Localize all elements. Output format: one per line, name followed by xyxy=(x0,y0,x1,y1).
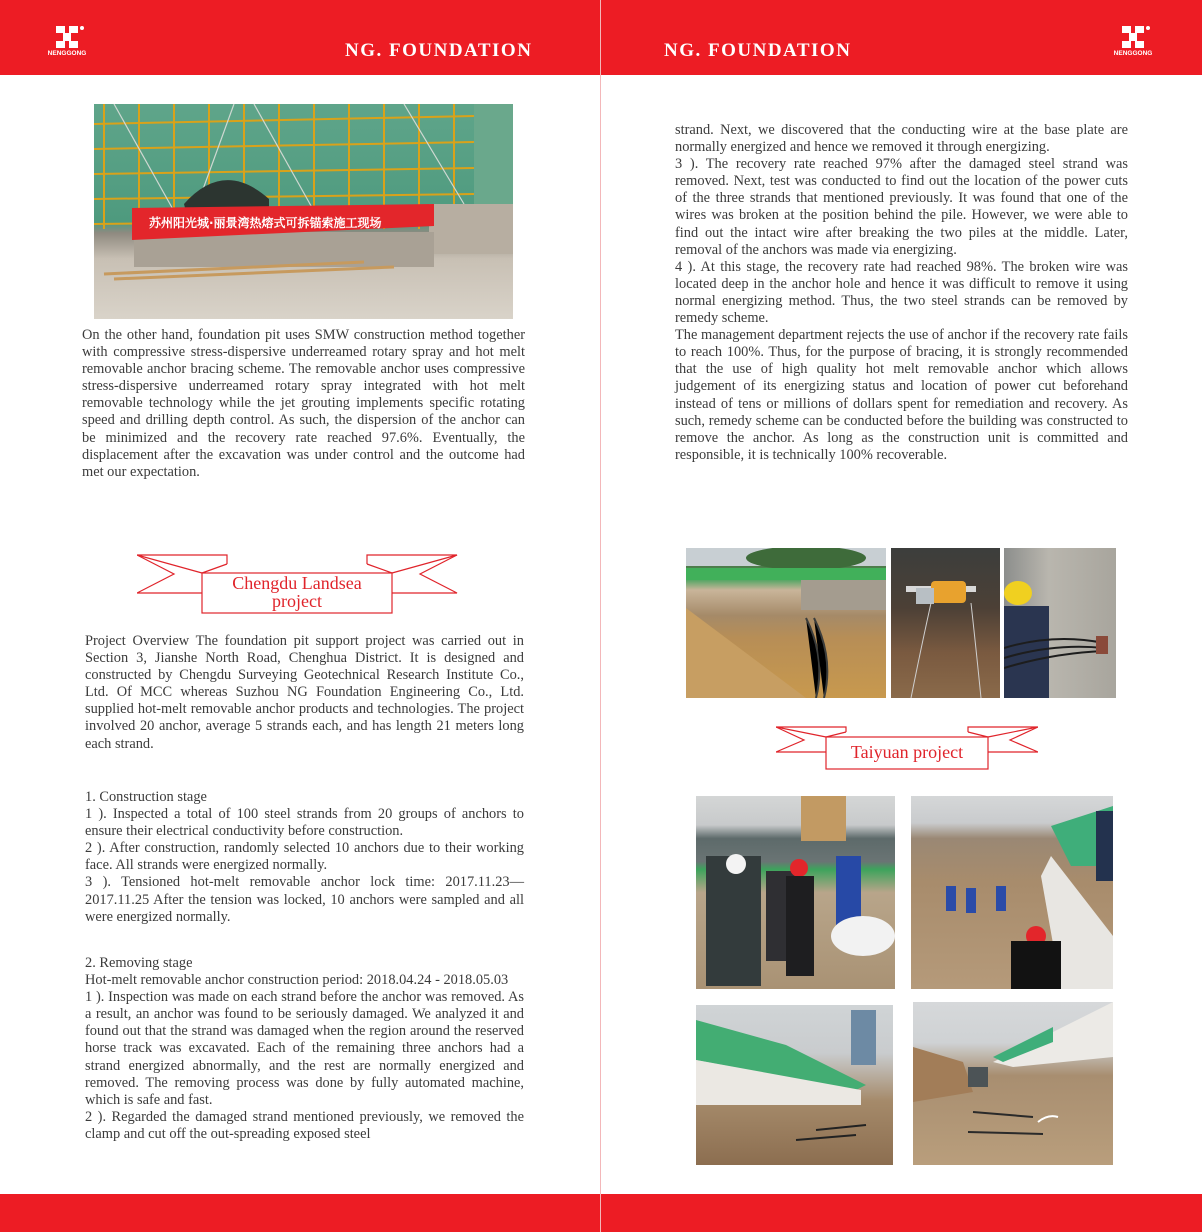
page-spine-divider xyxy=(600,0,601,1232)
conclusion-text: The management department rejects the use of anchor if the recovery rate fails to reach 100%. Thus, for the purpose of bracing, it is strongly recommended that the use of high quality hot melt removable anchor which allows judgement of its energizing status and location of power cut beforehand instead of tens or millions of dollars spent for remediation and recovery. As such, remedy scheme can be conducted before the building was constructed to remove the anchor. As long as the construction unit is committed and responsible, it is technically 100% recoverable. xyxy=(675,327,1128,463)
logo-wordmark: NENGGONG xyxy=(47,50,87,57)
taiyuan-photo-slope xyxy=(696,1005,893,1165)
ribbon-title-line2: project xyxy=(272,591,322,611)
construction-item: 3 ). Tensioned hot-melt removable anchor lock time: 2017.11.23—2017.11.25 After the tension was locked, 10 anchors were sampled and all were energized normally. xyxy=(85,874,524,925)
site-photo-scaffolding xyxy=(94,104,513,319)
continued-text: strand. Next, we discovered that the conducting wire at the base plate are normally energized and hence we removed it through energizing. xyxy=(675,122,1128,156)
taiyuan-photo-workers-pipe xyxy=(696,796,895,989)
logo-wordmark: NENGGONG xyxy=(1113,50,1153,57)
header-title-left: NG. FOUNDATION xyxy=(345,40,533,61)
chengdu-photo-pit xyxy=(686,548,886,698)
construction-stage-heading: 1. Construction stage xyxy=(85,789,207,805)
taiyuan-photo-strands xyxy=(913,1002,1113,1165)
removing-item: 2 ). Regarded the damaged strand mentioned previously, we removed the clamp and cut off the out-spreading exposed steel xyxy=(85,1108,524,1142)
logo-mark-icon xyxy=(1122,26,1144,48)
nenggong-logo-right xyxy=(1109,26,1157,62)
header-title-right: NG. FOUNDATION xyxy=(664,40,852,61)
project-overview: Project Overview The foundation pit support project was carried out in Section 3, Jianshe North Road, Chenghua District. It is designed and constructed by Chengdu Surveying Geotechnical Research Institute Co., Ltd. Of MCC whereas Suzhou NG Foundation Engineering Co., Ltd. supplied hot-melt removable anchor products and technologies. The project involved 20 anchor, average 5 strands each, and has length 21 meters long each strand. xyxy=(85,633,524,752)
construction-stage xyxy=(85,789,524,926)
construction-item: 2 ). After construction, randomly selected 10 anchors due to their working face. All strands were energized normally. xyxy=(85,840,524,874)
section-ribbon-taiyuan xyxy=(776,725,1038,771)
footer-bar-right xyxy=(601,1194,1202,1232)
removing-item: 3 ). The recovery rate reached 97% after the damaged steel strand was removed. Next, test was conducted to find out the location of the power cuts of the three strands that mentioned previously. It was found that one of the wires was broken at the position behind the pile. However, we were able to find out the intact wire after breaking the two piles at the middle. Later, removal of the anchors was made via energizing. xyxy=(675,156,1128,258)
removing-item: 1 ). Inspection was made on each strand before the anchor was removed. As a result, an anchor was found to be seriously damaged. We analyzed it and found out that the strand was damaged when the region around the reserved horse track was excavated. Each of the remaining three anchors had a strand energized abnormally, and the rest are normally energized and removed. The removing process was done by fully automated machine, which is safe and fast. xyxy=(85,989,524,1108)
removing-item: 4 ). At this stage, the recovery rate had reached 98%. The broken wire was located deep in the anchor hole and hence it was difficult to remove it using normal energizing method. Thus, the two steel strands can be removed by remedy scheme. xyxy=(675,258,1128,327)
nenggong-logo-left xyxy=(43,26,91,62)
logo-mark-icon xyxy=(56,26,78,48)
ribbon-title: Taiyuan project xyxy=(850,742,964,762)
removing-stage xyxy=(85,955,524,1143)
section-ribbon-chengdu xyxy=(137,553,459,615)
removing-period: Hot-melt removable anchor construction period: 2018.04.24 - 2018.05.03 xyxy=(85,972,509,989)
svg-text:苏州阳光城·丽景湾热熔式可拆锚索施工现场: 苏州阳光城·丽景湾热熔式可拆锚索施工现场 xyxy=(149,216,382,230)
construction-item: 1 ). Inspected a total of 100 steel strands from 20 groups of anchors to ensure their electrical conductivity before construction. xyxy=(85,806,524,840)
footer-bar-left xyxy=(0,1194,600,1232)
intro-paragraph: On the other hand, foundation pit uses SMW construction method together with compressive stress-dispersive underreamed rotary spray and hot melt removable anchor bracing scheme. The removable anchor uses compressive stress-dispersive underreamed rotary spray integrated with hot melt removable technology while the jet grouting implements specific rotating speed and drilling depth control. As such, the dispersion of the anchor can be minimized and the recovery rate reached 97.6%. Eventually, the displacement after the excavation was under control and the outcome had met our expectation. xyxy=(82,327,525,480)
removing-stage-heading: 2. Removing stage xyxy=(85,955,193,971)
ribbon-title-line1: Chengdu Landsea xyxy=(232,573,362,593)
chengdu-photo-worker xyxy=(1004,548,1116,698)
taiyuan-photo-trench xyxy=(911,796,1113,989)
chengdu-photo-device xyxy=(891,548,1000,698)
right-page-text xyxy=(675,122,1128,464)
